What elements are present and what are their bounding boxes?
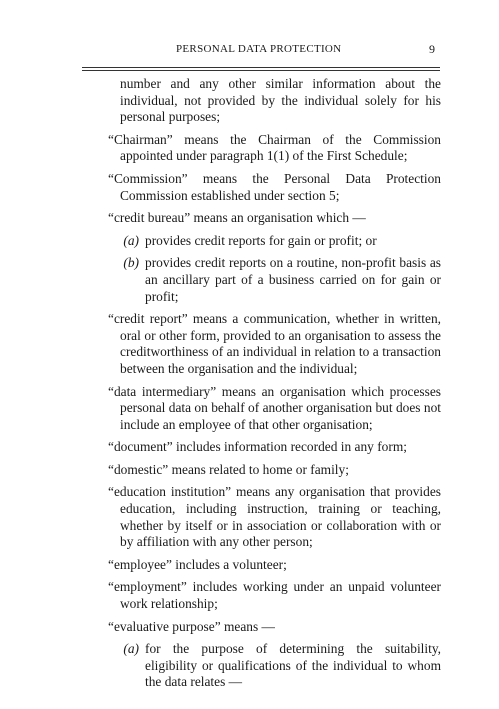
definition-education-institution: “education institution” means any organisation that provides education, including instruction, training or teaching, whether by itself or in association or collaboration with or by affiliation with any other person; [108,484,441,550]
page-number: 9 [429,42,436,56]
definition-credit-report: “credit report” means a communication, whether in written, oral or other form, provided to an organisation to assess the creditworthiness of an individual in relation to a transaction between the organisation and the individual; [108,311,441,376]
definition-credit-bureau: “credit bureau” means an organisation which — [108,210,366,226]
definition-domestic: “domestic” means related to home or family; [108,461,349,477]
header-rule-bottom [82,70,440,71]
list-item [108,255,441,305]
definition-evaluative-purpose: “evaluative purpose” means — [108,618,275,634]
running-header [0,43,499,59]
definition-employee: “employee” includes a volunteer; [108,556,287,572]
item-text: provides credit reports for gain or profit; or [145,232,377,248]
definition-chairman: “Chairman” means the Chairman of the Commission appointed under paragraph 1(1) of the First Schedule; [108,131,441,164]
definition-commission: “Commission” means the Personal Data Protection Commission established under section 5; [108,170,441,203]
item-label: (a) [123,641,139,657]
header-title: PERSONAL DATA PROTECTION [176,43,342,55]
body-text [108,76,441,697]
definition-document: “document” includes information recorded in any form; [108,439,407,455]
item-label: (a) [123,232,139,248]
definition-employment: “employment” includes working under an unpaid volunteer work relationship; [108,579,441,612]
definition-data-intermediary: “data intermediary” means an organisation which processes personal data on behalf of another organisation but does not include an employee of that other organisation; [108,383,441,432]
item-text: provides credit reports on a routine, non-profit basis as an ancillary part of a business carried on for gain or profit; [145,255,441,304]
header-rule-top [82,67,440,68]
list-item [108,233,441,250]
list-item [108,641,441,691]
item-text: for the purpose of determining the suitability, eligibility or qualifications of the individual to whom the data relates — [145,641,441,690]
item-label: (b) [123,255,139,271]
continued-paragraph: number and any other similar information about the individual, not provided by the individual solely for his personal purposes; [120,76,441,125]
